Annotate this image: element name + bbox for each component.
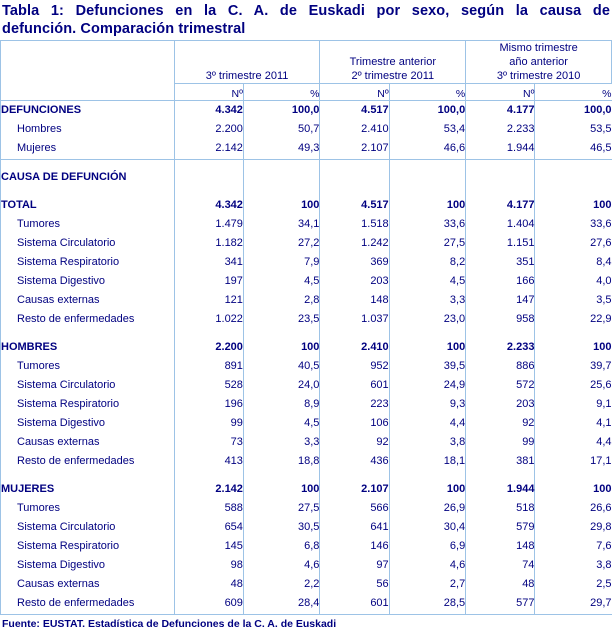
row-value-5: 148 — [466, 537, 535, 556]
row-value-3: 106 — [320, 414, 389, 433]
row-value-2: 34,1 — [243, 215, 320, 234]
row-value-1: 891 — [174, 357, 243, 376]
table-row-sistema-respiratorio — [1, 537, 612, 556]
row-value-3: 97 — [320, 556, 389, 575]
header-group-same-quarter-label: 3º trimestre 2010 — [496, 70, 581, 82]
row-value-3: 146 — [320, 537, 389, 556]
row-value-5: 958 — [466, 310, 535, 329]
row-value-2: 8,9 — [243, 395, 320, 414]
row-value-5: 4.177 — [466, 196, 535, 215]
row-value-1: 1.182 — [174, 234, 243, 253]
row-value-1: 1.479 — [174, 215, 243, 234]
row-label: Resto de enfermedades — [1, 310, 175, 329]
row-value-2: 100 — [243, 338, 320, 357]
row-value-1: 197 — [174, 272, 243, 291]
table-row-mujeres — [1, 480, 612, 499]
row-value-2 — [243, 168, 320, 187]
row-label: HOMBRES — [1, 338, 175, 357]
row-value-2: 2,8 — [243, 291, 320, 310]
row-value-3: 601 — [320, 594, 389, 613]
row-value-1: 145 — [174, 537, 243, 556]
row-value-3: 92 — [320, 433, 389, 452]
row-value-2: 40,5 — [243, 357, 320, 376]
row-value-1: 588 — [174, 499, 243, 518]
row-value-6: 4,1 — [596, 417, 612, 429]
row-label: Mujeres — [1, 139, 175, 158]
row-value-5: 1.944 — [466, 139, 535, 158]
row-value-1: 196 — [174, 395, 243, 414]
header-col-num-3: Nº — [466, 84, 535, 101]
row-value-1: 4.342 — [174, 101, 243, 121]
table-row-sistema-circulatorio — [1, 518, 612, 537]
row-value-5: 2.233 — [466, 120, 535, 139]
table-row-causa-de-defunci-n — [1, 168, 612, 187]
row-value-2: 6,8 — [243, 537, 320, 556]
row-value-2: 4,6 — [243, 556, 320, 575]
header-col-num-1: Nº — [174, 84, 243, 101]
row-label: CAUSA DE DEFUNCIÓN — [1, 168, 175, 187]
header-corner-cell — [1, 41, 175, 101]
row-value-6: 9,1 — [596, 398, 612, 410]
row-value-1: 4.342 — [174, 196, 243, 215]
row-value-1: 413 — [174, 452, 243, 471]
row-value-3: 2.107 — [320, 480, 389, 499]
row-value-4: 2,7 — [389, 575, 466, 594]
row-value-5: 203 — [466, 395, 535, 414]
row-value-6: 39,7 — [590, 360, 612, 372]
row-value-4: 39,5 — [389, 357, 466, 376]
row-value-2: 100 — [243, 480, 320, 499]
row-value-2: 23,5 — [243, 310, 320, 329]
row-value-4: 3,3 — [389, 291, 466, 310]
row-label: Causas externas — [1, 575, 175, 594]
row-value-4: 27,5 — [389, 234, 466, 253]
row-value-6: 8,4 — [596, 256, 612, 268]
header-col-pct-2: % — [389, 84, 466, 101]
row-value-5: 74 — [466, 556, 535, 575]
row-value-6: 2,5 — [596, 578, 612, 590]
deaths-statistics-table — [0, 40, 612, 615]
row-label: Sistema Digestivo — [1, 556, 175, 575]
row-value-3: 601 — [320, 376, 389, 395]
table-row-defunciones — [1, 101, 612, 121]
row-value-3: 223 — [320, 395, 389, 414]
row-value-6: 29,8 — [590, 521, 612, 533]
table-row-tumores — [1, 215, 612, 234]
row-value-1: 73 — [174, 433, 243, 452]
row-value-4: 100 — [389, 480, 466, 499]
table-row-hombres — [1, 120, 612, 139]
row-label: Sistema Respiratorio — [1, 537, 175, 556]
table-row-mujeres — [1, 139, 612, 158]
row-value-1: 98 — [174, 556, 243, 575]
row-value-1: 2.142 — [174, 480, 243, 499]
table-row-resto-de-enfermedades — [1, 310, 612, 329]
row-value-5: 2.233 — [466, 338, 535, 357]
row-label: Resto de enfermedades — [1, 452, 175, 471]
header-col-pct-1: % — [243, 84, 320, 101]
row-value-2: 50,7 — [243, 120, 320, 139]
row-value-1: 1.022 — [174, 310, 243, 329]
table-row-causas-externas — [1, 575, 612, 594]
row-value-4: 4,4 — [389, 414, 466, 433]
row-value-5: 518 — [466, 499, 535, 518]
row-label: Sistema Digestivo — [1, 272, 175, 291]
row-value-4: 9,3 — [389, 395, 466, 414]
row-value-4: 3,8 — [389, 433, 466, 452]
row-value-6: 25,6 — [590, 379, 612, 391]
header-group-previous-quarter-label: 2º trimestre 2011 — [351, 70, 435, 82]
source-note: Fuente: EUSTAT. Estadística de Defunciones de la C. A. de Euskadi — [2, 618, 337, 630]
page-title-line-1: Tabla 1: Defunciones en la C. A. de Euskadi por sexo, según la causa de — [2, 3, 610, 19]
row-value-5: 1.151 — [466, 234, 535, 253]
row-value-4: 4,5 — [389, 272, 466, 291]
row-value-4: 6,9 — [389, 537, 466, 556]
table-row-sistema-circulatorio — [1, 376, 612, 395]
table-row-sistema-digestivo — [1, 272, 612, 291]
row-value-2: 18,8 — [243, 452, 320, 471]
row-value-2: 30,5 — [243, 518, 320, 537]
row-value-4: 24,9 — [389, 376, 466, 395]
row-value-3: 203 — [320, 272, 389, 291]
row-label: DEFUNCIONES — [1, 101, 175, 121]
row-value-2: 100,0 — [243, 101, 320, 121]
row-value-1: 654 — [174, 518, 243, 537]
row-value-6: 3,8 — [596, 559, 612, 571]
table-row-tumores — [1, 499, 612, 518]
row-label: Tumores — [1, 499, 175, 518]
row-value-6: 100 — [593, 199, 612, 211]
row-label: Sistema Digestivo — [1, 414, 175, 433]
row-value-2: 100 — [243, 196, 320, 215]
header-group-previous-quarter — [320, 41, 466, 84]
row-value-6: 100 — [593, 483, 612, 495]
row-value-4: 100 — [389, 196, 466, 215]
row-value-6: 100 — [593, 341, 612, 353]
row-value-2: 3,3 — [243, 433, 320, 452]
table-row-sistema-digestivo — [1, 414, 612, 433]
row-value-6: 17,1 — [590, 455, 612, 467]
row-value-6: 3,5 — [596, 294, 612, 306]
row-value-5: 48 — [466, 575, 535, 594]
header-col-num-2: Nº — [320, 84, 389, 101]
header-group-same-quarter-super-line-2: año anterior — [509, 56, 568, 68]
row-value-3: 641 — [320, 518, 389, 537]
row-value-5: 579 — [466, 518, 535, 537]
table-row-total — [1, 196, 612, 215]
row-value-1: 341 — [174, 253, 243, 272]
row-value-4: 4,6 — [389, 556, 466, 575]
header-group-same-quarter-last-year — [466, 41, 612, 84]
row-value-5 — [466, 168, 535, 187]
row-value-5: 92 — [466, 414, 535, 433]
row-value-6: 4,4 — [596, 436, 612, 448]
row-label: Causas externas — [1, 433, 175, 452]
row-label: Resto de enfermedades — [1, 594, 175, 613]
header-group-previous-quarter-super: Trimestre anterior — [349, 56, 436, 68]
row-label: Sistema Respiratorio — [1, 253, 175, 272]
row-value-3: 566 — [320, 499, 389, 518]
row-value-3: 436 — [320, 452, 389, 471]
row-value-2: 27,5 — [243, 499, 320, 518]
row-spacer — [1, 160, 612, 169]
row-value-3: 2.410 — [320, 120, 389, 139]
row-value-5: 351 — [466, 253, 535, 272]
row-value-3: 2.410 — [320, 338, 389, 357]
table-row-causas-externas — [1, 433, 612, 452]
row-value-1: 99 — [174, 414, 243, 433]
page-title-line-2: defunción. Comparación trimestral — [2, 20, 246, 37]
row-value-5: 381 — [466, 452, 535, 471]
row-value-4: 100 — [389, 338, 466, 357]
table-row-sistema-respiratorio — [1, 395, 612, 414]
row-value-4: 30,4 — [389, 518, 466, 537]
row-value-5: 577 — [466, 594, 535, 613]
header-col-pct-3: % — [535, 84, 612, 101]
row-value-5: 572 — [466, 376, 535, 395]
table-row-resto-de-enfermedades — [1, 594, 612, 613]
row-value-2: 2,2 — [243, 575, 320, 594]
row-value-4: 23,0 — [389, 310, 466, 329]
row-value-2: 28,4 — [243, 594, 320, 613]
row-label: Sistema Circulatorio — [1, 376, 175, 395]
table-row-hombres — [1, 338, 612, 357]
row-value-1 — [174, 168, 243, 187]
row-value-4: 26,9 — [389, 499, 466, 518]
row-value-1: 2.200 — [174, 338, 243, 357]
header-group-current-quarter-label: 3º trimestre 2011 — [205, 70, 289, 82]
table-row-tumores — [1, 357, 612, 376]
row-spacer — [1, 471, 612, 480]
row-value-5: 886 — [466, 357, 535, 376]
page-title — [0, 0, 612, 38]
row-label: Causas externas — [1, 291, 175, 310]
row-value-3: 4.517 — [320, 196, 389, 215]
row-label: Sistema Circulatorio — [1, 518, 175, 537]
row-value-2: 49,3 — [243, 139, 320, 158]
row-value-1: 121 — [174, 291, 243, 310]
row-spacer — [1, 187, 612, 196]
row-value-4 — [389, 168, 466, 187]
row-value-6: 29,7 — [590, 597, 612, 609]
table-row-causas-externas — [1, 291, 612, 310]
row-value-3: 1.518 — [320, 215, 389, 234]
row-label: Sistema Respiratorio — [1, 395, 175, 414]
row-value-1: 2.142 — [174, 139, 243, 158]
row-spacer — [1, 329, 612, 338]
row-label: Tumores — [1, 357, 175, 376]
row-value-2: 4,5 — [243, 272, 320, 291]
row-value-6: 7,6 — [596, 540, 612, 552]
row-value-1: 48 — [174, 575, 243, 594]
table-row-sistema-circulatorio — [1, 234, 612, 253]
row-value-5: 1.404 — [466, 215, 535, 234]
row-value-5: 147 — [466, 291, 535, 310]
row-label: Tumores — [1, 215, 175, 234]
header-group-same-quarter-super-line-1: Mismo trimestre — [499, 42, 578, 54]
row-value-3: 952 — [320, 357, 389, 376]
row-label: Sistema Circulatorio — [1, 234, 175, 253]
table-body — [1, 101, 612, 615]
row-value-4: 100,0 — [389, 101, 466, 121]
row-value-1: 2.200 — [174, 120, 243, 139]
row-value-6 — [535, 168, 612, 187]
row-value-5: 166 — [466, 272, 535, 291]
table-header-group-row — [1, 41, 612, 84]
row-value-5: 99 — [466, 433, 535, 452]
row-value-6: 53,5 — [590, 123, 612, 135]
row-value-3: 1.037 — [320, 310, 389, 329]
row-value-5: 4.177 — [466, 101, 535, 121]
row-label: Hombres — [1, 120, 175, 139]
row-value-2: 4,5 — [243, 414, 320, 433]
row-value-5: 1.944 — [466, 480, 535, 499]
row-value-4: 53,4 — [389, 120, 466, 139]
row-value-3: 1.242 — [320, 234, 389, 253]
row-value-6: 4,0 — [596, 275, 612, 287]
row-value-6: 22,9 — [590, 313, 612, 325]
row-value-4: 46,6 — [389, 139, 466, 158]
row-value-1: 528 — [174, 376, 243, 395]
row-value-3: 2.107 — [320, 139, 389, 158]
row-label: MUJERES — [1, 480, 175, 499]
header-group-current-quarter — [174, 41, 320, 84]
row-value-6: 27,6 — [590, 237, 612, 249]
row-value-6: 46,5 — [590, 142, 612, 154]
row-value-4: 33,6 — [389, 215, 466, 234]
row-value-6: 33,6 — [590, 218, 612, 230]
row-value-6: 26,6 — [590, 502, 612, 514]
row-value-3: 369 — [320, 253, 389, 272]
row-value-3: 148 — [320, 291, 389, 310]
row-value-4: 18,1 — [389, 452, 466, 471]
row-value-2: 27,2 — [243, 234, 320, 253]
row-value-2: 24,0 — [243, 376, 320, 395]
table-header — [1, 41, 612, 101]
row-value-3: 56 — [320, 575, 389, 594]
row-value-6: 100,0 — [583, 104, 612, 116]
table-row-sistema-respiratorio — [1, 253, 612, 272]
row-value-1: 609 — [174, 594, 243, 613]
row-value-3: 4.517 — [320, 101, 389, 121]
row-value-2: 7,9 — [243, 253, 320, 272]
row-value-3 — [320, 168, 389, 187]
table-row-resto-de-enfermedades — [1, 452, 612, 471]
row-label: TOTAL — [1, 196, 175, 215]
row-value-4: 8,2 — [389, 253, 466, 272]
row-value-4: 28,5 — [389, 594, 466, 613]
